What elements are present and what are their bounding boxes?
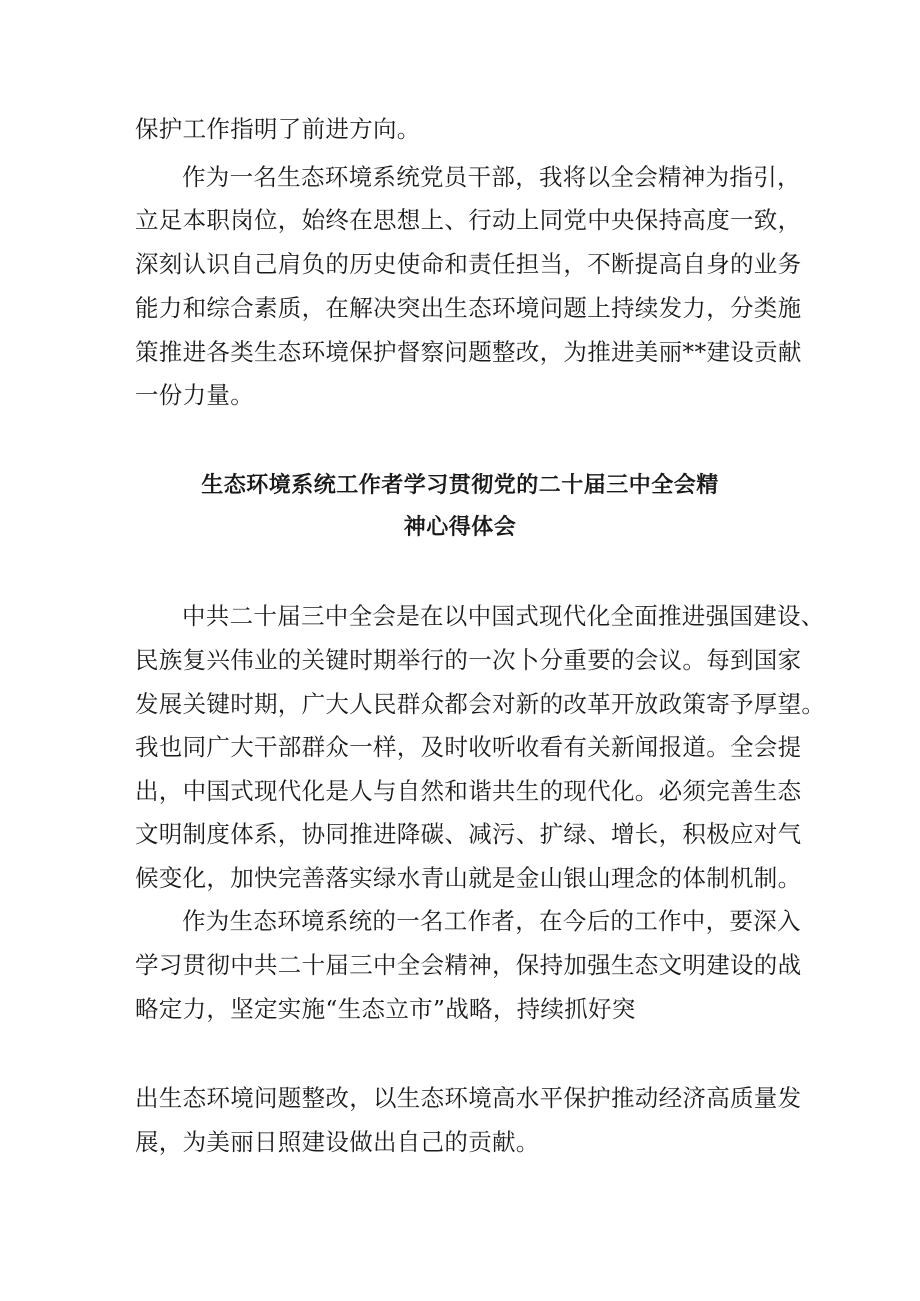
paragraph-line: 立足本职岗位，始终在思想上、行动上同党中央保持高度一致， <box>135 206 802 234</box>
paragraph-line: 策推进各类生态环境保护督察问题整改，为推进美丽**建设贡献 <box>135 338 802 366</box>
paragraph-line: 中共二十届三中全会是在以中国式现代化全面推进强国建设、 <box>182 602 825 630</box>
article-title-line-2: 神心得体会 <box>403 515 517 540</box>
paragraph-line: 出，中国式现代化是人与自然和谐共生的现代化。必须完善生态 <box>135 777 802 805</box>
paragraph-line: 候变化，加快完善落实绿水青山就是金山银山理念的体制机制。 <box>135 864 802 892</box>
article-title-line-1: 生态环境系统工作者学习贯彻党的二十届三中全会精 <box>201 473 719 498</box>
paragraph-line: 能力和综合素质，在解决突出生态环境问题上持续发力，分类施 <box>135 294 802 322</box>
paragraph-line: 学习贯彻中共二十届三中全会精神，保持加强生态文明建设的战 <box>135 951 802 979</box>
paragraph-line: 文明制度体系，协同推进降碳、减污、扩绿、增长，积极应对气 <box>135 820 802 848</box>
paragraph-line: 深刻认识自己肩负的历史使命和责任担当，不断提高自身的业务 <box>135 250 802 278</box>
paragraph-line: 作为一名生态环境系统党员干部，我将以全会精神为指引， <box>182 163 801 191</box>
paragraph-line: 民族复兴伟业的关键时期举行的一次卜分重要的会议。每到国家 <box>135 646 802 674</box>
paragraph-line: 保护工作指明了前进方向。 <box>135 115 421 143</box>
paragraph-line: 出生态环境问题整改，以生态环境高水平保护推动经济高质量发 <box>135 1084 802 1112</box>
paragraph-line: 发展关键时期，广大人民群众都会对新的改革开放政策寄予厚望。 <box>135 690 826 718</box>
paragraph-line: 作为生态环境系统的一名工作者，在今后的工作中，要深入 <box>182 907 801 935</box>
paragraph-line: 我也同广大干部群众一样，及时收听收看有关新闻报道。全会提 <box>135 733 802 761</box>
paragraph-line: 展，为美丽日照建设做出自己的贡献。 <box>135 1128 540 1156</box>
paragraph-line: 一份力量。 <box>135 381 254 409</box>
paragraph-line: 略定力，坚定实施“生态立市”战略，持续抓好突 <box>135 995 636 1023</box>
